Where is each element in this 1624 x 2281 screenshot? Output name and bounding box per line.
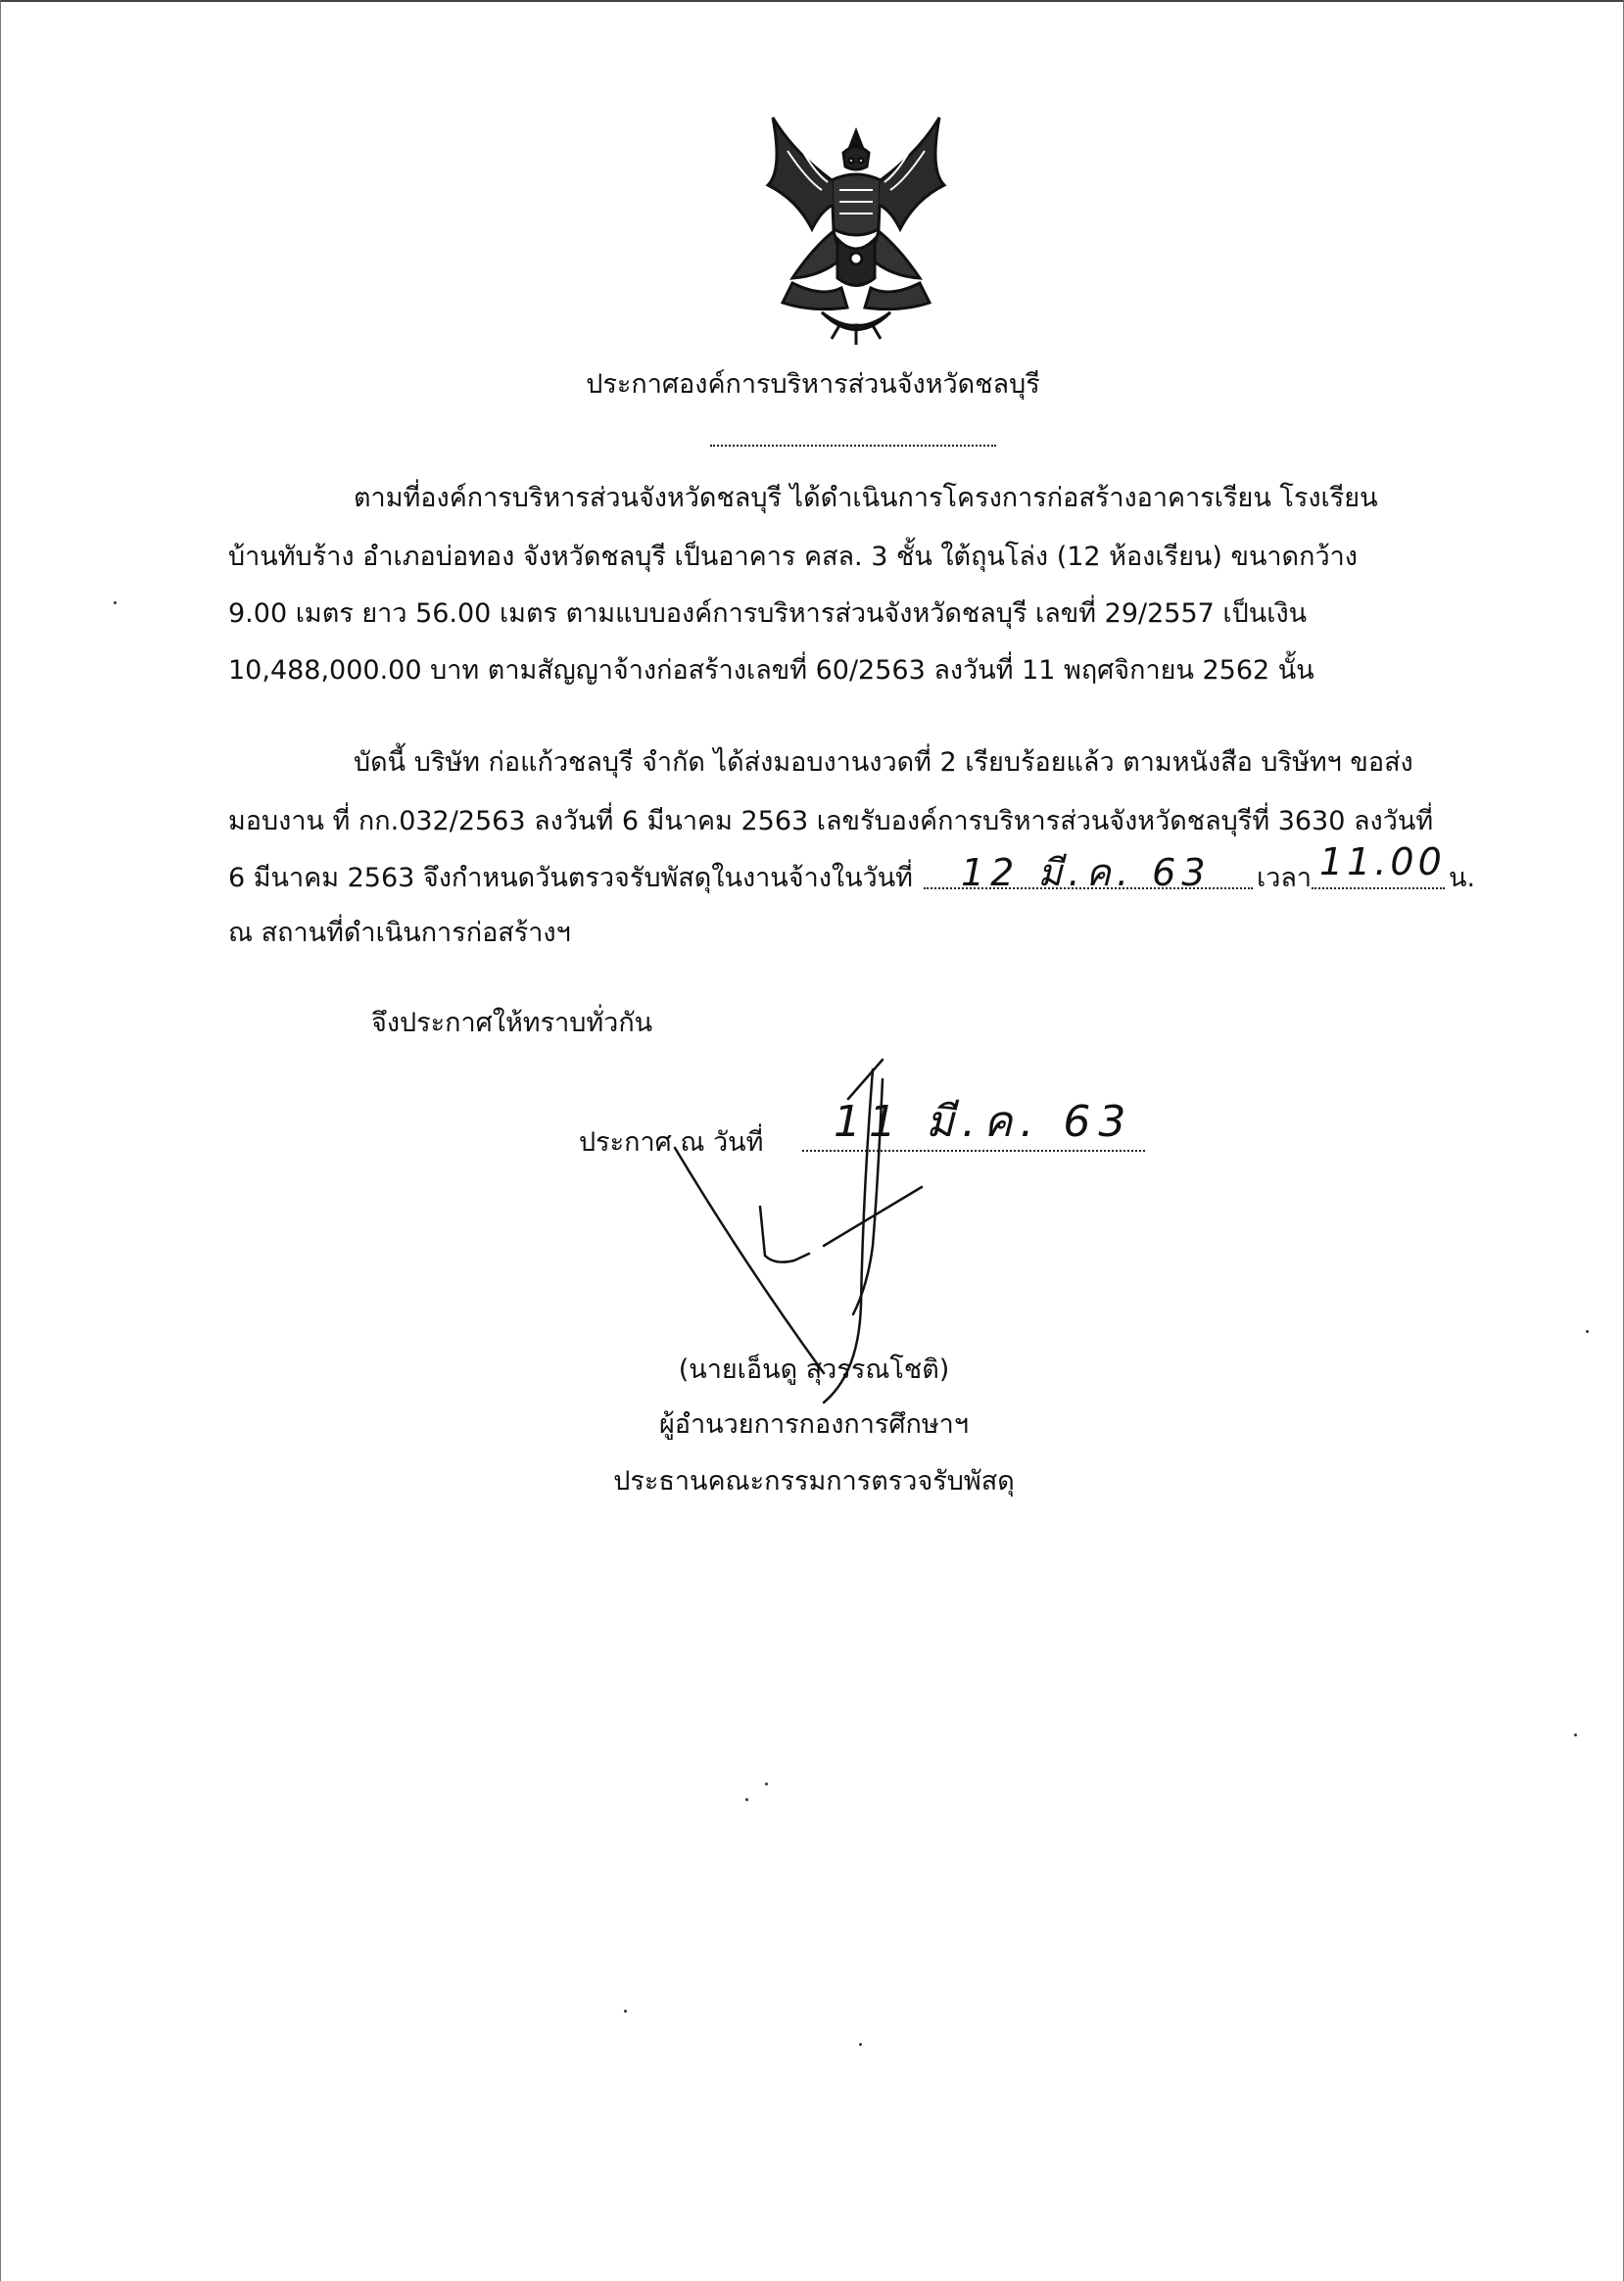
scan-speck bbox=[114, 601, 117, 604]
document-title: ประกาศองค์การบริหารส่วนจังหวัดชลบุรี bbox=[586, 369, 1040, 400]
scan-speck bbox=[745, 1798, 748, 1801]
scan-speck bbox=[859, 2043, 862, 2046]
para1-line2: บ้านทับร้าง อำเภอบ่อทอง จังหวัดชลบุรี เป็นอาคาร คสล. 3 ชั้น ใต้ถุนโล่ง (12 ห้องเรียน) ขนาดกว้าง bbox=[228, 542, 1358, 572]
scan-speck bbox=[765, 1782, 768, 1785]
para2-line3-prefix: 6 มีนาคม 2563 จึงกำหนดวันตรวจรับพัสดุในงานจ้างในวันที่ bbox=[228, 863, 913, 893]
para1-line1: ตามที่องค์การบริหารส่วนจังหวัดชลบุรี ได้ดำเนินการโครงการก่อสร้างอาคารเรียน โรงเรียน bbox=[354, 483, 1378, 513]
scan-speck bbox=[1586, 1330, 1589, 1333]
para2-time-label: เวลา bbox=[1257, 863, 1313, 893]
para1-line4: 10,488,000.00 บาท ตามสัญญาจ้างก่อสร้างเลขที่ 60/2563 ลงวันที่ 11 พฤศจิกายน 2562 นั้น bbox=[228, 655, 1314, 686]
para2-line4: ณ สถานที่ดำเนินการก่อสร้างฯ bbox=[228, 918, 571, 948]
handwritten-inspection-time: 11.00 bbox=[1319, 840, 1446, 883]
announce-date-label: ประกาศ ณ วันที่ bbox=[579, 1127, 764, 1158]
scan-speck bbox=[624, 2010, 627, 2013]
para2-line1: บัดนี้ บริษัท ก่อแก้วชลบุรี จำกัด ได้ส่งมอบงานงวดที่ 2 เรียบร้อยแล้ว ตามหนังสือ บริษัทฯ ขอส่ง bbox=[354, 747, 1413, 778]
garuda-emblem bbox=[753, 112, 959, 347]
signatory-position-1: ผู้อำนวยการกองการศึกษาฯ bbox=[658, 1409, 969, 1440]
handwritten-inspection-date: 12 มี.ค. 63 bbox=[961, 851, 1212, 894]
para2-time-suffix: น. bbox=[1449, 863, 1476, 893]
closing-text: จึงประกาศให้ทราบทั่วกัน bbox=[371, 1008, 653, 1038]
handwritten-announce-date: 11 มี.ค. 63 bbox=[834, 1097, 1134, 1147]
time-fill-dots bbox=[1312, 887, 1445, 889]
signatory-name: (นายเอ็นดู สุวรรณโชติ) bbox=[678, 1354, 950, 1385]
para1-line3: 9.00 เมตร ยาว 56.00 เมตร ตามแบบองค์การบริหารส่วนจังหวัดชลบุรี เลขที่ 29/2557 เป็นเงิน bbox=[228, 598, 1308, 629]
title-underline-dots bbox=[710, 445, 996, 447]
para2-line2: มอบงาน ที่ กก.032/2563 ลงวันที่ 6 มีนาคม 2563 เลขรับองค์การบริหารส่วนจังหวัดชลบุรีที่ 3630 ลงวันที่ bbox=[228, 806, 1434, 836]
signatory-position-2: ประธานคณะกรรมการตรวจรับพัสดุ bbox=[613, 1466, 1015, 1497]
scan-speck bbox=[1574, 1734, 1577, 1736]
